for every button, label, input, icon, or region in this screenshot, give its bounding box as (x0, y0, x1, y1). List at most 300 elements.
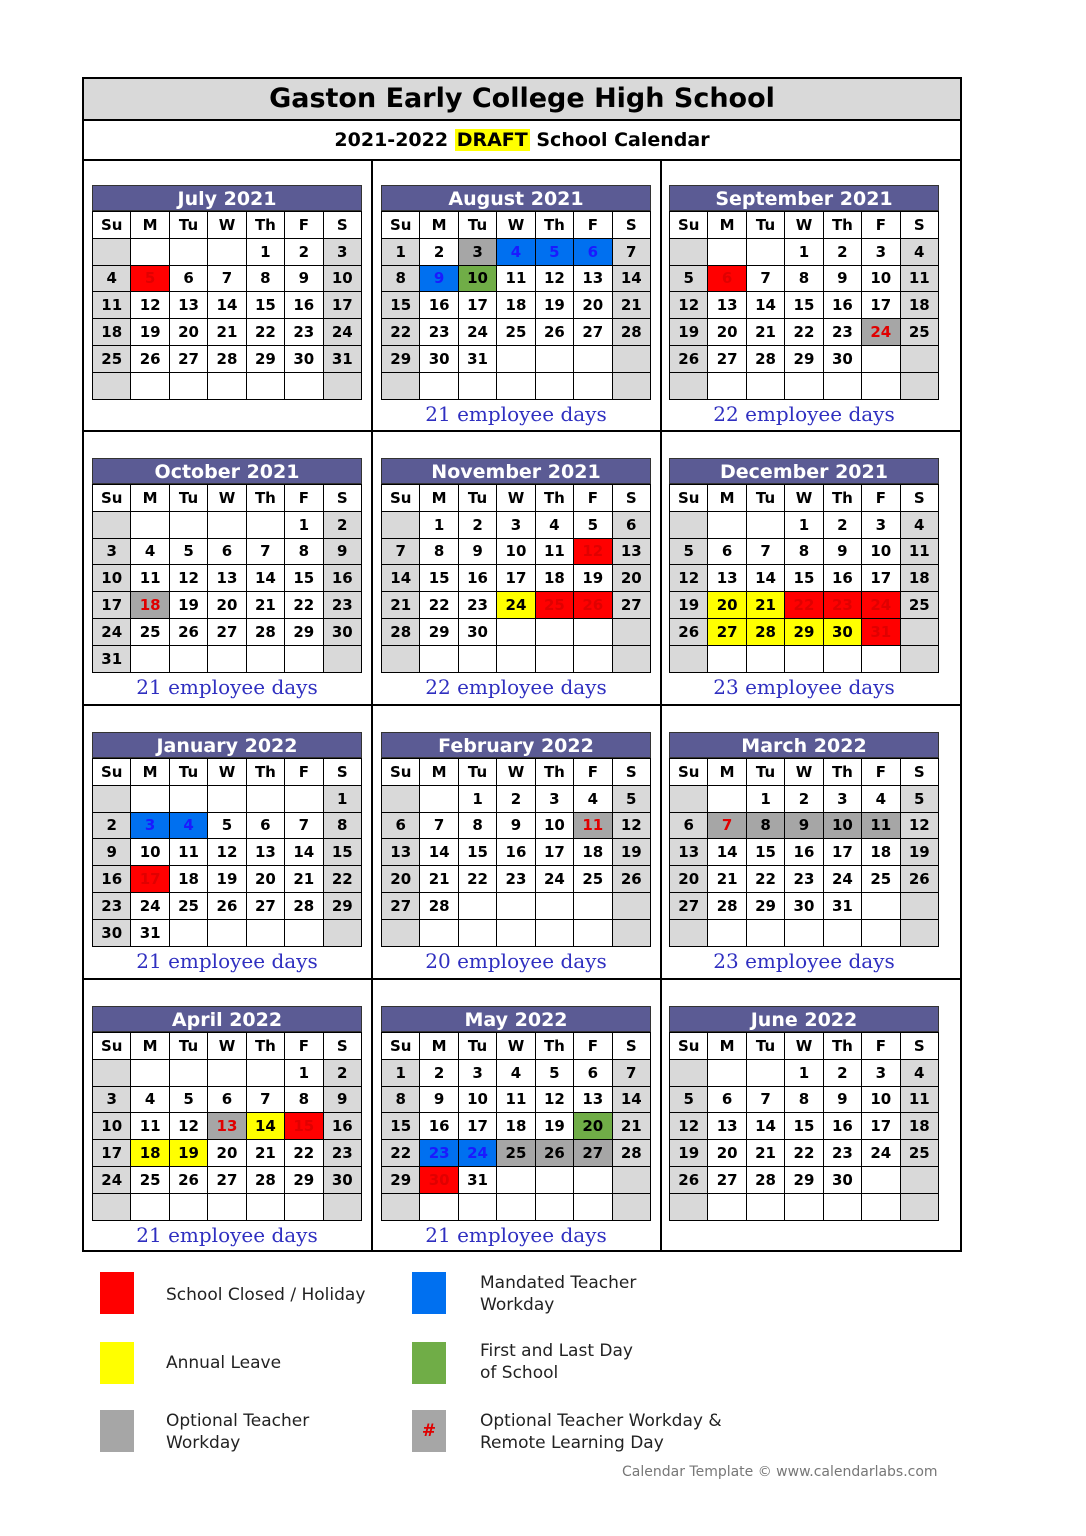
month-calendar (381, 458, 651, 699)
day-cell: 7 (382, 538, 420, 565)
day-cell: 21 (382, 592, 420, 619)
day-cell (535, 645, 573, 672)
weekday-header: Su (670, 759, 708, 786)
day-cell: 17 (131, 866, 169, 893)
weekday-header: W (208, 1033, 246, 1060)
day-cell: 20 (382, 866, 420, 893)
day-cell: 20 (169, 319, 207, 346)
day-cell: 18 (900, 1113, 938, 1140)
day-cell: 16 (323, 1113, 361, 1140)
employee-days: 21 employee days (425, 401, 607, 426)
day-cell (708, 372, 746, 399)
day-cell: 24 (458, 1140, 496, 1167)
day-cell (823, 645, 861, 672)
day-cell (497, 892, 535, 919)
day-cell: 12 (900, 812, 938, 839)
day-cell: 30 (323, 1166, 361, 1193)
day-cell: 1 (785, 238, 823, 265)
month-title: February 2022 (381, 732, 651, 758)
day-cell: 30 (420, 345, 458, 372)
day-cell: 21 (420, 866, 458, 893)
day-cell (382, 1193, 420, 1220)
day-cell: 22 (785, 1140, 823, 1167)
weekday-header: S (612, 485, 650, 512)
day-cell: 18 (497, 292, 535, 319)
weekday-header: F (862, 212, 900, 239)
day-cell: 13 (574, 265, 612, 292)
day-cell: 31 (862, 618, 900, 645)
legend-label: Optional Teacher Workday (166, 1411, 310, 1453)
day-cell: 22 (382, 319, 420, 346)
day-cell: 28 (708, 892, 746, 919)
day-cell: 29 (785, 618, 823, 645)
day-cell: 3 (497, 511, 535, 538)
day-cell (708, 238, 746, 265)
day-cell: 15 (420, 565, 458, 592)
day-cell: 19 (670, 1140, 708, 1167)
weekday-header: Th (535, 212, 573, 239)
legend-label: Annual Leave (166, 1353, 282, 1373)
day-cell: 4 (862, 785, 900, 812)
day-cell: 12 (612, 812, 650, 839)
day-cell: 4 (900, 238, 938, 265)
month-calendar (669, 732, 939, 973)
day-cell (670, 919, 708, 946)
day-cell: 2 (93, 812, 131, 839)
day-cell: 17 (458, 292, 496, 319)
day-cell: 18 (131, 592, 169, 619)
day-cell (535, 372, 573, 399)
weekday-header: S (323, 485, 361, 512)
weekday-header: Th (823, 1033, 861, 1060)
day-cell: 13 (708, 292, 746, 319)
weekday-header: M (131, 485, 169, 512)
day-cell (862, 645, 900, 672)
day-cell (574, 372, 612, 399)
day-cell (93, 511, 131, 538)
day-cell: 28 (246, 618, 284, 645)
day-cell: 19 (131, 319, 169, 346)
day-cell: 6 (574, 1059, 612, 1086)
day-cell: 29 (382, 1166, 420, 1193)
day-cell: 11 (535, 538, 573, 565)
day-cell: 23 (497, 866, 535, 893)
day-cell: 19 (535, 292, 573, 319)
day-cell: 15 (785, 292, 823, 319)
weekday-header: W (785, 212, 823, 239)
day-cell: 25 (900, 319, 938, 346)
month-title: November 2021 (381, 458, 651, 484)
weekday-header: Tu (169, 212, 207, 239)
day-cell (208, 511, 246, 538)
day-cell: 27 (670, 892, 708, 919)
legend-swatch (100, 1342, 134, 1384)
day-cell (208, 645, 246, 672)
day-cell: 21 (746, 1140, 784, 1167)
day-cell (458, 645, 496, 672)
day-cell: 16 (93, 866, 131, 893)
day-cell: 7 (246, 1086, 284, 1113)
day-cell: 10 (862, 265, 900, 292)
day-cell: 14 (382, 565, 420, 592)
legend-swatch (412, 1272, 446, 1314)
day-cell (382, 785, 420, 812)
day-cell: 27 (574, 1140, 612, 1167)
day-cell: 24 (823, 866, 861, 893)
day-cell: 28 (746, 345, 784, 372)
day-cell: 29 (382, 345, 420, 372)
day-cell: 19 (612, 839, 650, 866)
draft-badge: DRAFT (456, 129, 528, 151)
day-cell: 2 (420, 238, 458, 265)
weekday-header: Th (246, 1033, 284, 1060)
day-cell: 9 (497, 812, 535, 839)
day-cell: 30 (420, 1166, 458, 1193)
weekday-header: S (612, 212, 650, 239)
day-cell (497, 645, 535, 672)
day-cell: 18 (497, 1113, 535, 1140)
day-cell (746, 372, 784, 399)
day-cell (900, 1193, 938, 1220)
day-cell (285, 919, 323, 946)
day-cell: 3 (131, 812, 169, 839)
weekday-header: S (612, 1033, 650, 1060)
weekday-header: F (574, 759, 612, 786)
day-cell: 11 (900, 265, 938, 292)
day-cell: 13 (169, 292, 207, 319)
day-cell (670, 372, 708, 399)
day-cell: 22 (323, 866, 361, 893)
month-calendar (381, 185, 651, 426)
day-cell (458, 372, 496, 399)
weekday-header: M (708, 759, 746, 786)
day-cell: 6 (246, 812, 284, 839)
day-cell (900, 345, 938, 372)
day-cell: 28 (612, 319, 650, 346)
weekday-header: S (900, 485, 938, 512)
day-cell: 8 (382, 1086, 420, 1113)
day-cell: 24 (535, 866, 573, 893)
month-calendar (92, 458, 362, 699)
day-cell: 3 (862, 1059, 900, 1086)
day-cell: 4 (93, 265, 131, 292)
day-cell: 20 (708, 319, 746, 346)
day-cell (746, 511, 784, 538)
day-cell: 3 (93, 538, 131, 565)
day-cell: 22 (785, 319, 823, 346)
day-cell: 7 (746, 1086, 784, 1113)
weekday-header: M (708, 212, 746, 239)
day-cell: 9 (323, 538, 361, 565)
day-cell: 12 (131, 292, 169, 319)
day-cell: 31 (323, 345, 361, 372)
day-cell: 1 (246, 238, 284, 265)
month-title: October 2021 (92, 458, 362, 484)
day-cell: 2 (497, 785, 535, 812)
day-cell: 27 (708, 618, 746, 645)
day-cell: 31 (131, 919, 169, 946)
day-cell (285, 372, 323, 399)
day-cell: 25 (93, 345, 131, 372)
day-cell: 28 (746, 1166, 784, 1193)
day-cell: 13 (208, 1113, 246, 1140)
day-cell (746, 1193, 784, 1220)
day-cell: 4 (131, 538, 169, 565)
page-title: Gaston Early College High School (84, 79, 960, 121)
day-cell: 19 (169, 592, 207, 619)
day-cell (900, 919, 938, 946)
day-cell (208, 372, 246, 399)
employee-days: 21 employee days (136, 948, 318, 973)
day-cell (900, 645, 938, 672)
day-cell (246, 511, 284, 538)
weekday-header: W (785, 1033, 823, 1060)
day-cell: 31 (458, 1166, 496, 1193)
day-cell: 12 (670, 292, 708, 319)
day-cell: 2 (323, 1059, 361, 1086)
day-cell: 3 (862, 511, 900, 538)
day-cell: 1 (746, 785, 784, 812)
weekday-header: Tu (169, 759, 207, 786)
day-cell: 22 (285, 1140, 323, 1167)
day-cell (612, 1193, 650, 1220)
month-title: April 2022 (92, 1006, 362, 1032)
day-cell: 14 (746, 1113, 784, 1140)
day-cell: 27 (612, 592, 650, 619)
day-cell: 17 (93, 592, 131, 619)
day-cell: 2 (823, 238, 861, 265)
day-cell: 24 (323, 319, 361, 346)
day-cell (670, 645, 708, 672)
employee-days: 21 employee days (136, 674, 318, 699)
day-cell (208, 785, 246, 812)
month-title: August 2021 (381, 185, 651, 211)
day-cell: 17 (862, 1113, 900, 1140)
day-cell (670, 1059, 708, 1086)
day-cell: 26 (670, 1166, 708, 1193)
day-cell (285, 645, 323, 672)
day-cell: 10 (93, 1113, 131, 1140)
day-cell: 26 (670, 345, 708, 372)
legend-swatch (412, 1410, 446, 1452)
day-cell: 3 (862, 238, 900, 265)
weekday-header: Th (246, 485, 284, 512)
day-cell (708, 1059, 746, 1086)
weekday-header: F (862, 1033, 900, 1060)
day-cell: 19 (574, 565, 612, 592)
day-cell: 9 (323, 1086, 361, 1113)
day-cell: 10 (131, 839, 169, 866)
day-cell: 13 (574, 1086, 612, 1113)
day-cell: 1 (785, 1059, 823, 1086)
day-cell: 17 (458, 1113, 496, 1140)
weekday-header: W (785, 485, 823, 512)
day-cell (708, 511, 746, 538)
day-cell: 27 (169, 345, 207, 372)
day-cell: 28 (612, 1140, 650, 1167)
weekday-header: M (420, 212, 458, 239)
day-cell: 1 (323, 785, 361, 812)
weekday-header: F (574, 212, 612, 239)
weekday-header: M (420, 1033, 458, 1060)
day-cell (900, 372, 938, 399)
weekday-header: S (323, 212, 361, 239)
day-cell (323, 645, 361, 672)
day-cell (382, 645, 420, 672)
day-cell: 6 (169, 265, 207, 292)
weekday-header: M (420, 759, 458, 786)
day-cell (574, 892, 612, 919)
day-cell: 27 (246, 892, 284, 919)
day-cell: 13 (612, 538, 650, 565)
weekday-header: M (708, 1033, 746, 1060)
day-cell: 14 (420, 839, 458, 866)
weekday-header: Tu (746, 485, 784, 512)
day-cell: 21 (246, 1140, 284, 1167)
weekday-header: Th (823, 759, 861, 786)
day-cell: 19 (900, 839, 938, 866)
day-cell: 8 (382, 265, 420, 292)
day-cell: 12 (535, 1086, 573, 1113)
day-cell: 27 (708, 1166, 746, 1193)
day-cell: 3 (535, 785, 573, 812)
day-cell (612, 645, 650, 672)
day-cell: 14 (612, 1086, 650, 1113)
day-cell: 26 (169, 1166, 207, 1193)
day-cell: 30 (823, 345, 861, 372)
day-cell (323, 1193, 361, 1220)
day-cell: 10 (862, 538, 900, 565)
day-cell (708, 645, 746, 672)
day-cell: 15 (785, 1113, 823, 1140)
weekday-header: Tu (458, 212, 496, 239)
day-cell: 23 (823, 1140, 861, 1167)
month-title: June 2022 (669, 1006, 939, 1032)
weekday-header: Tu (169, 485, 207, 512)
day-cell (169, 1059, 207, 1086)
day-cell: 6 (708, 265, 746, 292)
day-cell: 17 (93, 1140, 131, 1167)
day-cell: 5 (169, 538, 207, 565)
legend-swatch (100, 1410, 134, 1452)
day-cell: 26 (535, 1140, 573, 1167)
day-cell: 9 (93, 839, 131, 866)
day-cell: 8 (785, 538, 823, 565)
day-cell: 23 (823, 592, 861, 619)
weekday-header: F (862, 485, 900, 512)
day-cell: 17 (862, 292, 900, 319)
day-cell: 8 (285, 538, 323, 565)
day-cell (131, 238, 169, 265)
day-cell: 7 (246, 538, 284, 565)
day-cell: 6 (708, 538, 746, 565)
day-cell: 6 (208, 538, 246, 565)
weekday-header: S (612, 759, 650, 786)
day-cell: 15 (285, 565, 323, 592)
day-cell: 3 (458, 238, 496, 265)
day-cell (900, 892, 938, 919)
day-cell: 4 (497, 238, 535, 265)
day-cell (497, 372, 535, 399)
day-cell: 22 (420, 592, 458, 619)
day-cell (382, 511, 420, 538)
day-cell: 22 (785, 592, 823, 619)
day-cell: 31 (93, 645, 131, 672)
day-cell: 30 (458, 618, 496, 645)
employee-days: 20 employee days (425, 948, 607, 973)
day-cell: 25 (574, 866, 612, 893)
day-cell: 8 (420, 538, 458, 565)
day-cell: 10 (862, 1086, 900, 1113)
weekday-header: S (323, 759, 361, 786)
day-cell (823, 1193, 861, 1220)
day-cell: 2 (285, 238, 323, 265)
day-cell: 4 (900, 1059, 938, 1086)
weekday-header: Su (382, 485, 420, 512)
day-cell: 19 (208, 866, 246, 893)
day-cell: 12 (169, 565, 207, 592)
employee-days: 22 employee days (425, 674, 607, 699)
weekday-header: F (285, 1033, 323, 1060)
day-cell: 28 (382, 618, 420, 645)
weekday-header: Tu (746, 212, 784, 239)
day-cell: 31 (458, 345, 496, 372)
day-cell: 19 (670, 319, 708, 346)
subtitle-calendar: School Calendar (536, 129, 710, 151)
day-cell (574, 1193, 612, 1220)
day-cell: 23 (323, 592, 361, 619)
day-cell: 8 (323, 812, 361, 839)
day-cell: 24 (131, 892, 169, 919)
day-cell: 9 (823, 1086, 861, 1113)
day-cell: 2 (785, 785, 823, 812)
day-cell: 28 (285, 892, 323, 919)
day-cell: 21 (246, 592, 284, 619)
weekday-header: Su (93, 1033, 131, 1060)
day-cell: 15 (285, 1113, 323, 1140)
day-cell: 1 (285, 1059, 323, 1086)
day-cell: 27 (208, 1166, 246, 1193)
day-cell: 22 (382, 1140, 420, 1167)
day-cell (785, 919, 823, 946)
day-cell: 29 (785, 1166, 823, 1193)
day-cell: 21 (612, 1113, 650, 1140)
day-cell: 4 (497, 1059, 535, 1086)
day-cell (823, 919, 861, 946)
day-cell (131, 372, 169, 399)
day-cell: 5 (612, 785, 650, 812)
day-cell: 25 (169, 892, 207, 919)
day-cell: 5 (900, 785, 938, 812)
day-cell (535, 919, 573, 946)
day-cell: 7 (612, 1059, 650, 1086)
day-cell (93, 1193, 131, 1220)
legend-label: School Closed / Holiday (166, 1285, 366, 1305)
day-cell: 11 (131, 1113, 169, 1140)
weekday-header: W (208, 485, 246, 512)
weekday-header: Tu (746, 759, 784, 786)
day-cell: 17 (535, 839, 573, 866)
day-cell: 20 (208, 592, 246, 619)
day-cell: 21 (746, 592, 784, 619)
day-cell: 3 (93, 1086, 131, 1113)
day-cell: 25 (900, 592, 938, 619)
day-cell: 29 (246, 345, 284, 372)
weekday-header: Th (823, 212, 861, 239)
day-cell: 21 (285, 866, 323, 893)
day-cell: 6 (208, 1086, 246, 1113)
day-cell: 4 (131, 1086, 169, 1113)
